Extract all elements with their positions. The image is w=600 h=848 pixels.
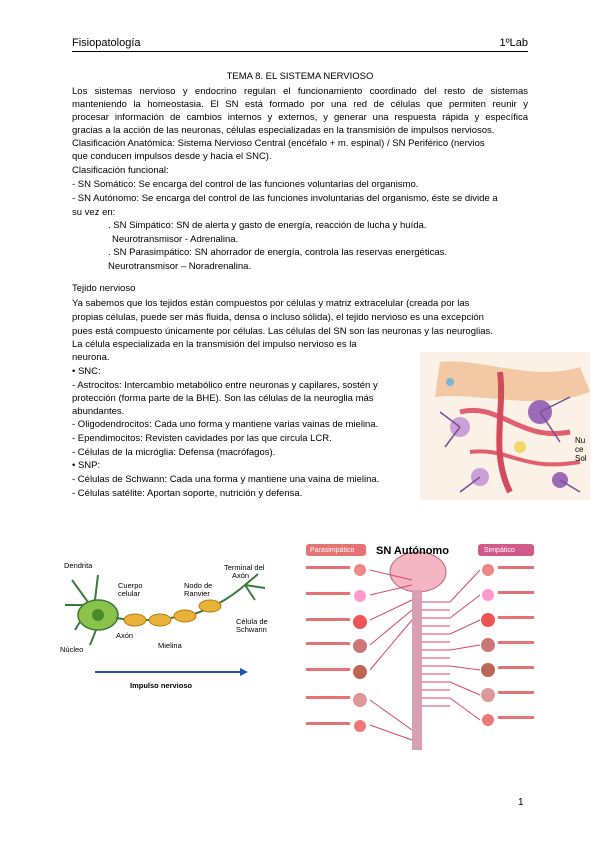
neuroglia-caption: Sol (575, 454, 587, 463)
label-impulso: Impulso nervioso (130, 681, 193, 690)
tejido-heading: Tejido nervioso (72, 283, 136, 294)
parasimpatico-item: . SN Parasimpático: SN ahorrador de energía, controla las reservas energéticas. (108, 247, 447, 258)
label-schwann: Schwann (236, 625, 267, 634)
label-schwann: Célula de (236, 617, 268, 626)
page-header (72, 37, 528, 52)
neuroglia-image (420, 352, 590, 500)
tejido-line: Ya sabemos que los tejidos están compuestos por células y matriz extracelular (creada por las (72, 298, 470, 309)
label-cuerpo: Cuerpo (118, 581, 143, 590)
parasimpatico-nt: Neurotransmisor – Noradrenalina. (108, 261, 252, 272)
snp-heading: • SNP: (72, 460, 101, 471)
snc-heading: • SNC: (72, 366, 101, 377)
astrocitos-item: protección (forma parte de la BHE). Son las células de la neuroglia más (72, 393, 374, 404)
label-mielina: Mielina (158, 641, 182, 650)
astrocitos-item: abundantes. (72, 406, 125, 417)
simpatico-nt: Neurotransmisor - Adrenalina. (112, 234, 239, 245)
anatomica-line: que conducen impulsos desde y hacia el SNC). (72, 151, 272, 162)
simp-label: Simpático (484, 547, 515, 554)
funcional-heading: Clasificación funcional: (72, 165, 169, 176)
label-axon: Axón (116, 631, 134, 640)
label-nodo: Nodo de (184, 581, 213, 590)
oligodendrocitos-item: - Oligodendrocitos: Cada uno forma y mantiene varias vainas de mielina. (72, 419, 379, 430)
label-dendrita: Dendrita (64, 561, 93, 570)
ependimocitos-item: - Ependimocitos: Revisten cavidades por las que circula LCR. (72, 433, 332, 444)
autonomo-title: SN Autónomo (376, 545, 449, 557)
label-terminal: Axón (232, 571, 250, 580)
microglia-item: - Células de la micróglia: Defensa (macrófagos). (72, 447, 276, 458)
intro-line: procesar información de cambios internos y externos, y generar una respuesta rápida y específica (72, 112, 528, 123)
schwann-item: - Células de Schwann: Cada una forma y mantiene una vaina de mielina. (72, 474, 380, 485)
label-cuerpo: celular (118, 589, 141, 598)
astrocitos-item: - Astrocitos: Intercambio metabólico entre neuronas y capilares, sostén y (72, 380, 378, 391)
label-nucleo: Núcleo (60, 645, 84, 654)
course-group: 1ºLab (499, 37, 528, 49)
intro-line: manteniendo la homeostasia. El SN está formado por una red de células que permiten reunir y (72, 99, 528, 110)
tejido-line: neurona. (72, 352, 110, 363)
neuroglia-caption: Nu (575, 436, 586, 445)
course-name: Fisiopatología (72, 37, 141, 49)
neuron-diagram (60, 560, 275, 700)
tejido-line: La célula especializada en la transmisión del impulso nervioso es la (72, 339, 357, 350)
autonomic-diagram (300, 540, 540, 768)
page-number: 1 (518, 797, 524, 808)
anatomica-line: Clasificación Anatómica: Sistema Nervioso Central (encéfalo + m. espinal) / SN Periférico (nervios (72, 138, 485, 149)
neuroglia-illustration (420, 352, 590, 500)
simpatico-item: . SN Simpático: SN de alerta y gasto de energía, reacción de lucha y huída. (108, 220, 427, 231)
label-nodo: Ranvier (184, 589, 210, 598)
intro-line: gracias a la acción de las neuronas, células especializadas en la transmisión de impulsos nerviosos. (72, 125, 495, 136)
page-title: TEMA 8. EL SISTEMA NERVIOSO (226, 71, 374, 82)
tejido-line: pues está compuesto únicamente por células. Las células del SN son las neuronas y las neuroglias. (72, 326, 493, 337)
intro-line: Los sistemas nervioso y endocrino regulan el funcionamiento coordinado del resto de sistemas (72, 86, 528, 97)
somatico-item: - SN Somático: Se encarga del control de las funciones voluntarias del organismo. (72, 179, 419, 190)
autonomo-item: - SN Autónomo: Se encarga del control de las funciones involuntarias del organismo, éste se divide a (72, 193, 498, 204)
autonomo-item-cont: su vez en: (72, 207, 116, 218)
tejido-line: propias células, puede ser más fluida, densa o incluso sólida), el tejido nervioso es una excepción (72, 312, 484, 323)
neuroglia-caption: ce (575, 445, 584, 454)
para-label: Parasimpático (310, 547, 355, 554)
autonomic-drawing (300, 540, 540, 768)
label-terminal: Terminal del (224, 563, 265, 572)
satelite-item: - Células satélite: Aportan soporte, nutrición y defensa. (72, 488, 303, 499)
